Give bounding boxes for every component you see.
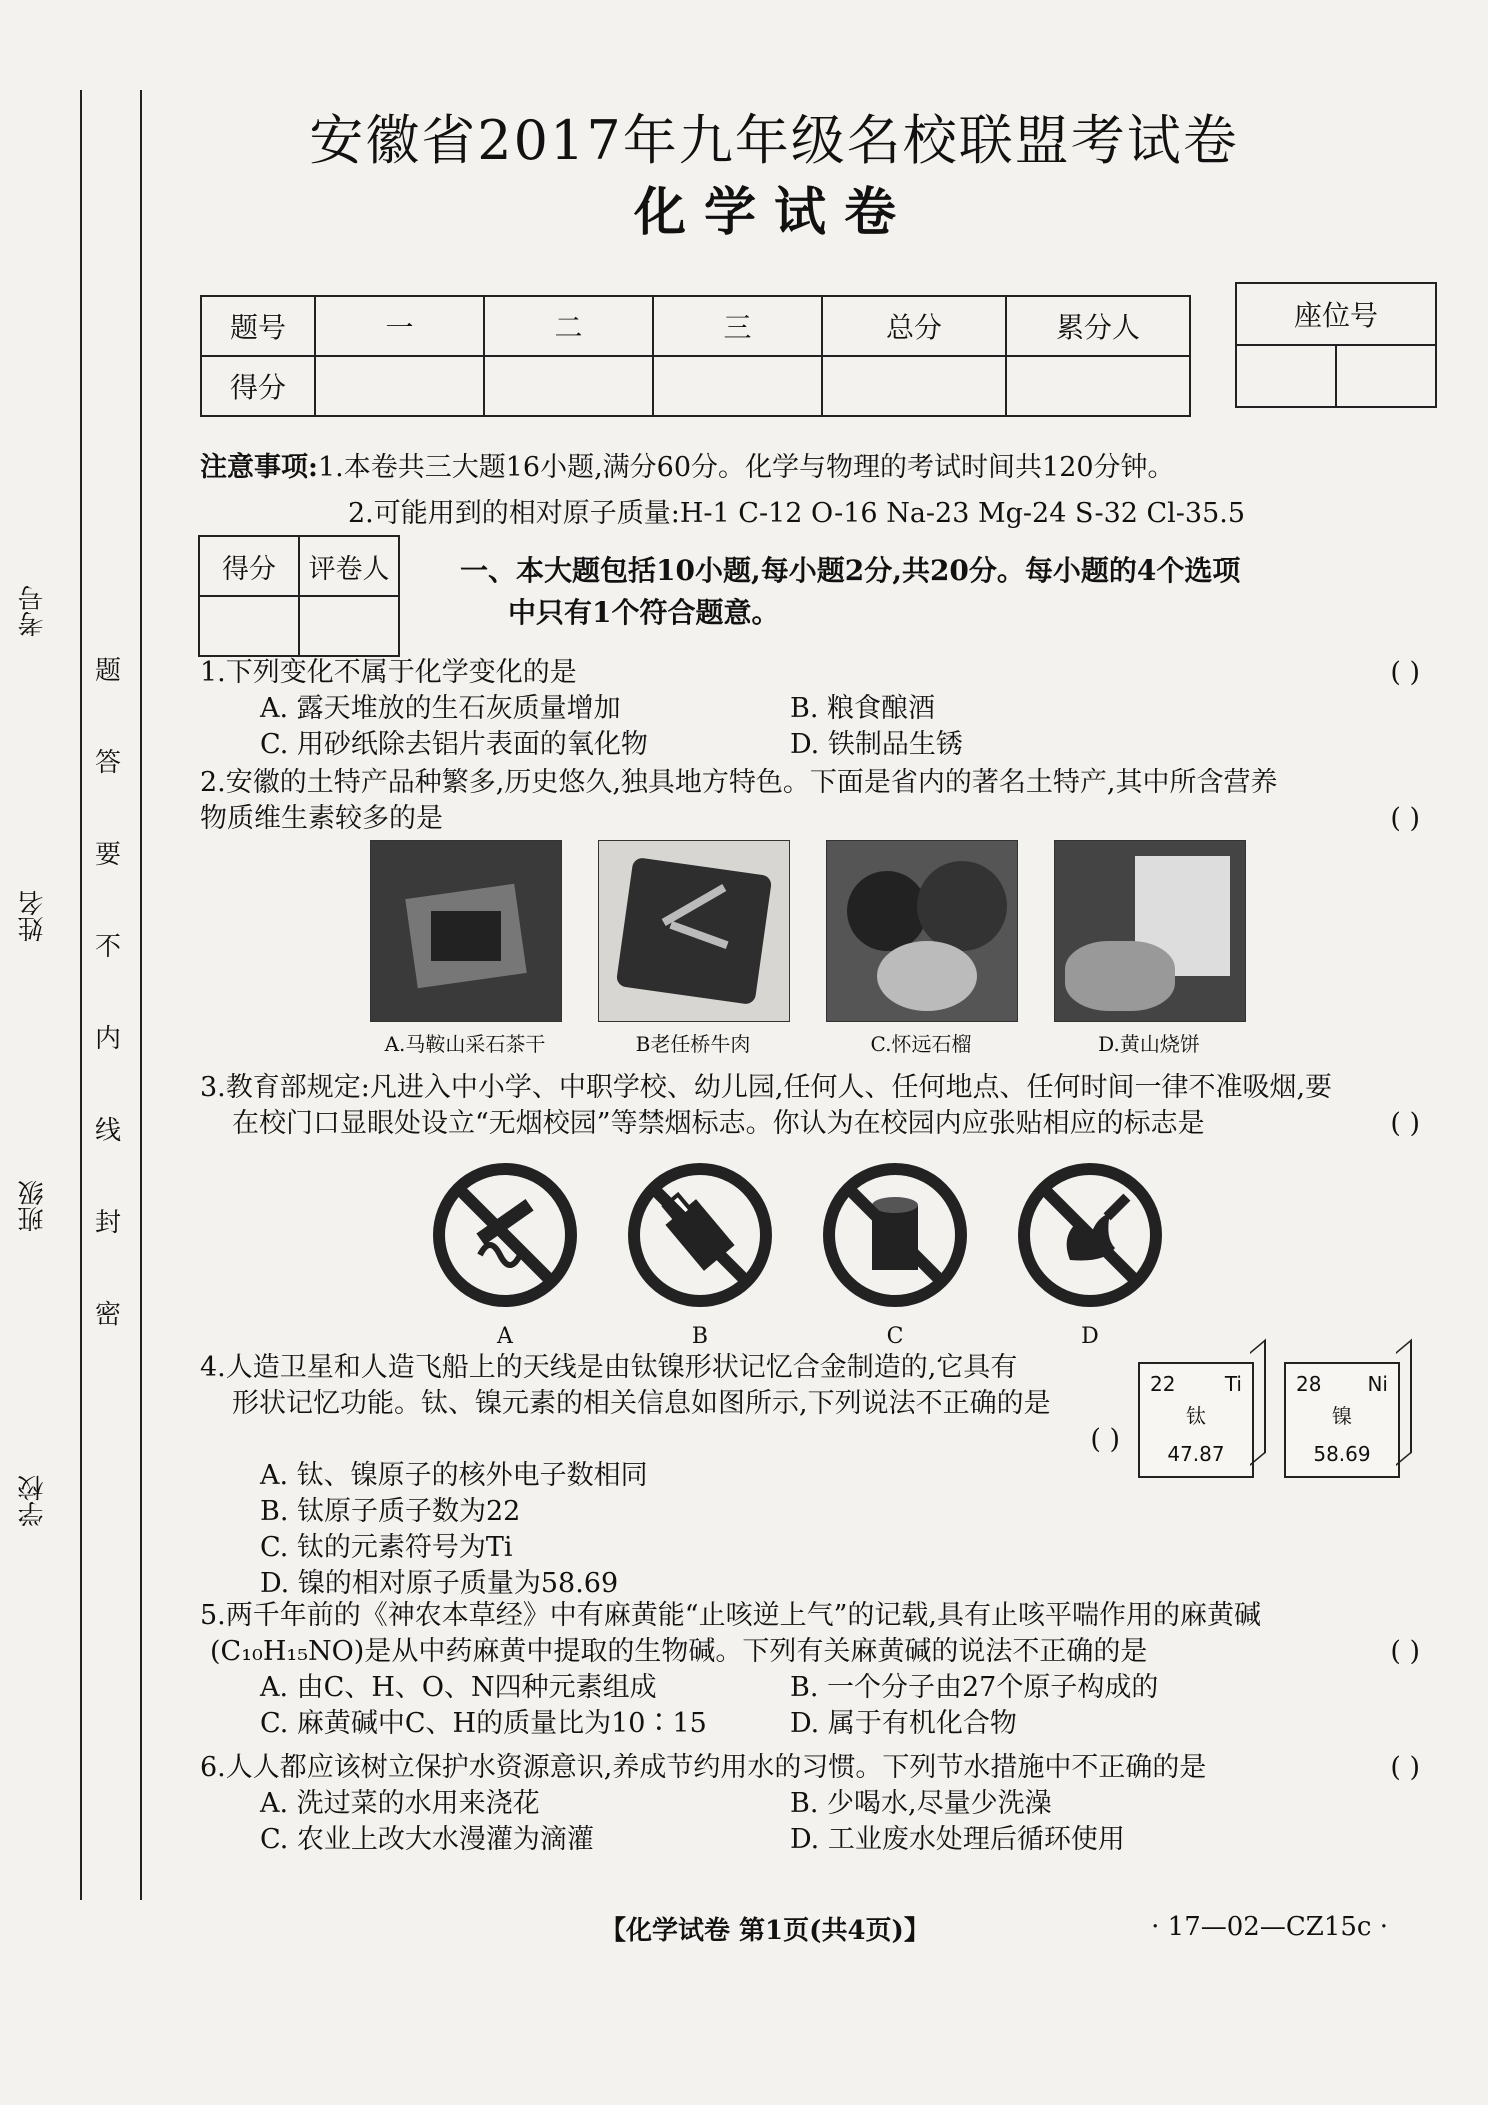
photo-dried-tofu: A.马鞍山采石茶干: [370, 840, 560, 1057]
no-smoking-signs: [430, 1160, 1165, 1349]
score-cell[interactable]: [1006, 356, 1190, 416]
grader-box: 得分 评卷人: [198, 535, 400, 657]
paper-code: · 17—02—CZ15c ·: [1151, 1912, 1388, 1942]
element-card-nickel: 28 Ni 镍 58.69: [1284, 1362, 1400, 1478]
seat-cell[interactable]: [1336, 345, 1436, 407]
question-2: 2.安徽的土特产品种繁多,历史悠久,独具地方特色。下面是省内的著名土特产,其中所含营养 物质维生素较多的是 ( ): [200, 765, 1420, 837]
exam-notes: 注意事项:1.本卷共三大题16小题,满分60分。化学与物理的考试时间共120分钟。 2.可能用到的相对原子质量:H-1 C-12 O-16 Na-23 Mg-24 S-32 Cl-35.5: [200, 452, 1246, 529]
score-cell[interactable]: [822, 356, 1006, 416]
no-smoking-icon: [430, 1160, 580, 1310]
answer-paren[interactable]: ( ): [1390, 657, 1420, 688]
side-field-name: 姓名: [18, 890, 48, 942]
page-footer: 【化学试卷 第1页(共4页)】: [600, 1916, 930, 1946]
element-card-titanium: 22 Ti 钛 47.87: [1138, 1362, 1254, 1478]
element-cards: [1138, 1362, 1400, 1478]
score-cell[interactable]: [653, 356, 822, 416]
no-drum-icon: [820, 1160, 970, 1310]
grader-name-cell[interactable]: [299, 596, 399, 656]
seat-number-box: 座位号: [1235, 282, 1437, 408]
photo-pomegranate: C.怀远石榴: [826, 840, 1016, 1057]
score-cell[interactable]: [484, 356, 653, 416]
sign-c: C: [820, 1160, 970, 1349]
question-1: 1.下列变化不属于化学变化的是 ( ) A. 露天堆放的生石灰质量增加 B. 粮食酿酒 C. 用砂纸除去铝片表面的氧化物 D. 铁制品生锈: [200, 657, 1420, 760]
question-6: 6.人人都应该树立保护水资源意识,养成节约用水的习惯。下列节水措施中不正确的是 ( ) A. 洗过菜的水用来浇花 B. 少喝水,尽量少洗澡 C. 农业上改大水漫灌为滴灌 D. 工业废水处理后循环使用: [200, 1752, 1420, 1855]
photo-huangshan-cake: D.黄山烧饼: [1054, 840, 1244, 1057]
question-3: 3.教育部规定:凡进入中小学、中职学校、幼儿园,任何人、任何地点、任何时间一律不准吸烟,要 在校门口显眼处设立“无烟校园”等禁烟标志。你认为在校园内应张贴相应的标志是 ( ): [200, 1070, 1420, 1142]
no-fire-icon: [1015, 1160, 1165, 1310]
binding-line-inner: [140, 90, 142, 1900]
seal-text: 题 答 要 不 内 线 封 密: [94, 656, 121, 1330]
sign-b: B: [625, 1160, 775, 1349]
answer-paren[interactable]: ( ): [1390, 1108, 1420, 1139]
side-field-school: 学校: [18, 1475, 48, 1527]
side-field-class: 班级: [18, 1180, 48, 1232]
answer-paren[interactable]: ( ): [1090, 1424, 1120, 1455]
sign-a: A: [430, 1160, 580, 1349]
photo-beef: B老任桥牛肉: [598, 840, 788, 1057]
answer-paren[interactable]: ( ): [1390, 1752, 1420, 1783]
score-table: 题号 一 二 三 总分 累分人 得分: [200, 295, 1191, 417]
no-usb-icon: [625, 1160, 775, 1310]
seat-cell[interactable]: [1236, 345, 1336, 407]
answer-paren[interactable]: ( ): [1390, 803, 1420, 834]
side-field-exam-number: 考号: [18, 585, 48, 637]
specialty-photos: [370, 840, 1244, 1057]
question-5: 5.两千年前的《神农本草经》中有麻黄能“止咳逆上气”的记载,具有止咳平喘作用的麻黄碱 (C₁₀H₁₅NO)是从中药麻黄中提取的生物碱。下列有关麻黄碱的说法不正确的是 ( ) A. 由C、H、O、N四种元素组成 B. 一个分子由27个原子构成的 C. 麻黄碱中C、H的质量比为10∶15 D. 属于有机化合物: [200, 1600, 1420, 1739]
grader-score-cell[interactable]: [199, 596, 299, 656]
score-cell[interactable]: [315, 356, 484, 416]
section-one-heading: 一、本大题包括10小题,每小题2分,共20分。每小题的4个选项 中只有1个符合题意。: [460, 554, 1241, 629]
exam-subtitle: 化学试卷: [633, 182, 914, 243]
question-4: 4.人造卫星和人造飞船上的天线是由钛镍形状记忆合金制造的,它具有 形状记忆功能。钛、镍元素的相关信息如图所示,下列说法不正确的是 ( ) A. 钛、镍原子的核外电子数相同 B. 钛原子质子数为22 C. 钛的元素符号为Ti D. 镍的相对原子质量为58.69: [200, 1352, 1120, 1599]
answer-paren[interactable]: ( ): [1390, 1636, 1420, 1667]
binding-line-outer: [80, 90, 82, 1900]
exam-title: 安徽省2017年九年级名校联盟考试卷: [309, 109, 1239, 172]
sign-d: D: [1015, 1160, 1165, 1349]
